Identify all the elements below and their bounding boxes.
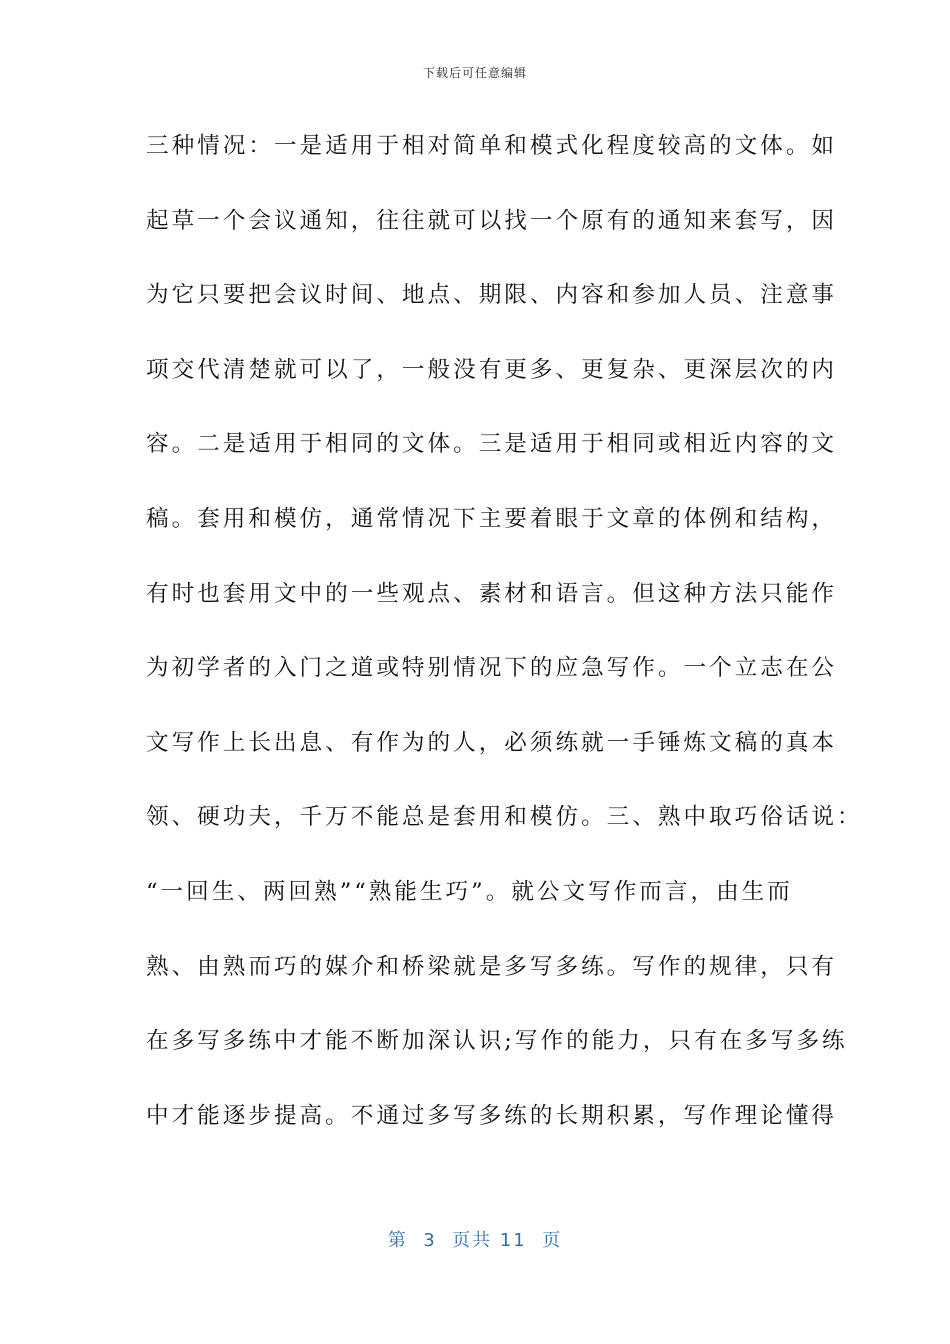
body-line-4: 项交代清楚就可以了，一般没有更多、更复杂、更深层次的内 <box>146 356 838 383</box>
body-line-14: 中才能逐步提高。不通过多写多练的长期积累，写作理论懂得 <box>146 1102 838 1129</box>
body-line-12: 熟、由熟而巧的媒介和桥梁就是多写多练。写作的规律，只有 <box>146 953 838 980</box>
page-number-footer: 第 3 页共 11 页 <box>387 1230 563 1251</box>
page-header-note: 下载后可任意编辑 <box>422 66 527 80</box>
body-line-3: 为它只要把会议时间、地点、期限、内容和参加人员、注意事 <box>146 282 838 309</box>
document-body <box>146 124 863 1168</box>
body-line-2: 起草一个会议通知，往往就可以找一个原有的通知来套写，因 <box>146 207 838 234</box>
body-line-10: 领、硬功夫，千万不能总是套用和模仿。三、熟中取巧俗话说： <box>146 804 863 831</box>
body-line-6: 稿。套用和模仿，通常情况下主要着眼于文章的体例和结构， <box>146 505 838 532</box>
body-line-7: 有时也套用文中的一些观点、素材和语言。但这种方法只能作 <box>146 580 838 607</box>
body-line-9: 文写作上长出息、有作为的人，必须练就一手锤炼文稿的真本 <box>146 729 838 756</box>
body-line-1: 三种情况：一是适用于相对简单和模式化程度较高的文体。如 <box>146 133 838 159</box>
body-line-11: “一回生、两回熟”“熟能生巧”。就公文写作而言，由生而 <box>146 878 793 905</box>
body-line-5: 容。二是适用于相同的文体。三是适用于相同或相近内容的文 <box>146 431 838 458</box>
body-line-13: 在多写多练中才能不断加深认识;写作的能力，只有在多写多练 <box>146 1028 848 1055</box>
body-line-8: 为初学者的入门之道或特别情况下的应急写作。一个立志在公 <box>146 655 838 682</box>
